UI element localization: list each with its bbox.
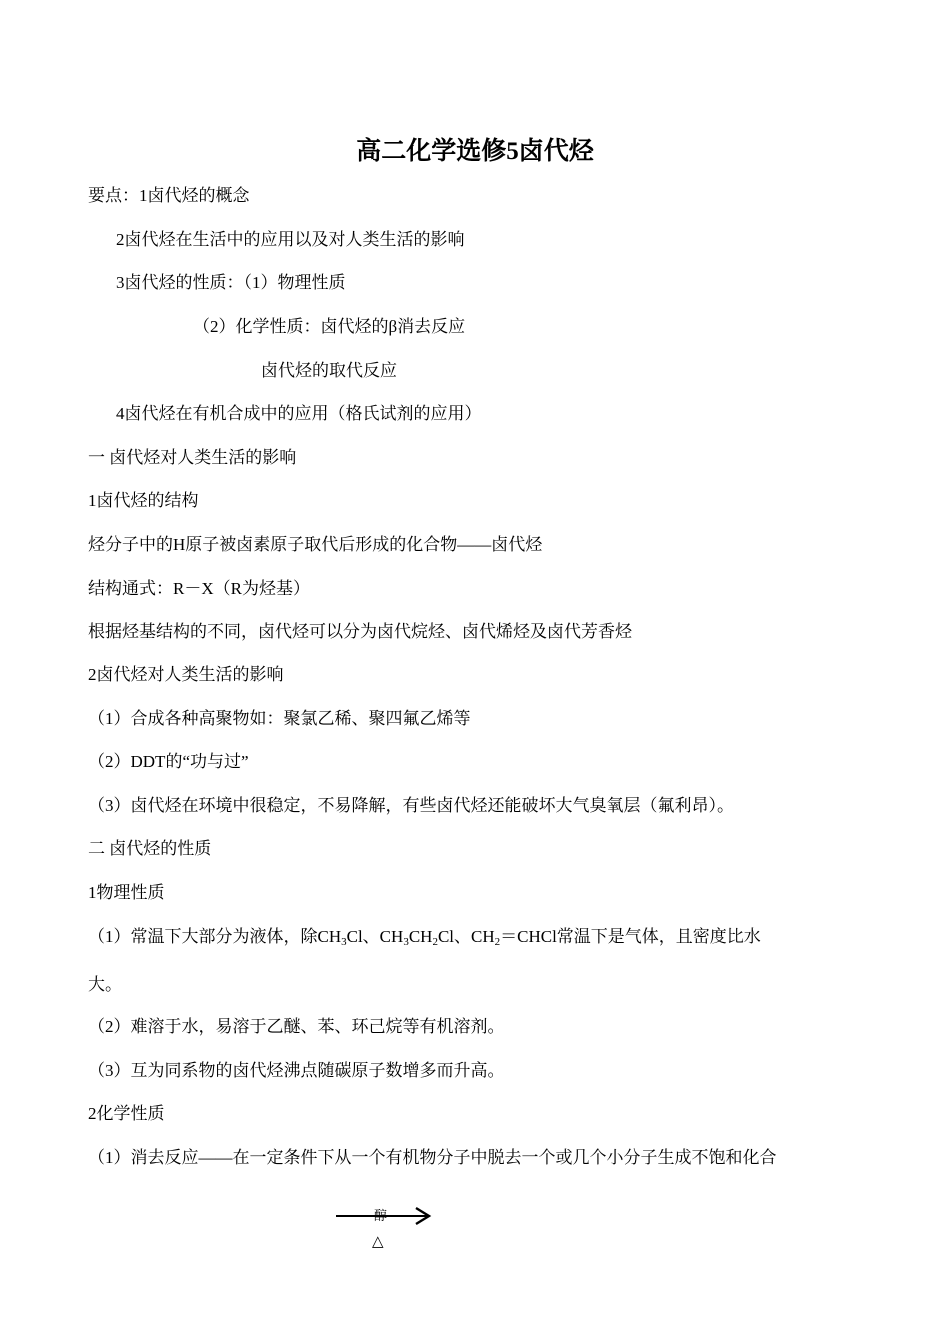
outline-item-6: 4卤代烃在有机合成中的应用（格氏试剂的应用） <box>116 404 482 423</box>
list-item-impact-3: （3）卤代烃在环境中很稳定，不易降解，有些卤代烃还能破坏大气臭氧层（氟利昂）。 <box>88 796 734 815</box>
reaction-arrow <box>336 1204 436 1254</box>
list-item-impact-1: （1）合成各种高聚物如：聚氯乙稀、聚四氟乙烯等 <box>88 709 471 728</box>
outline-item-1: 要点：1卤代烃的概念 <box>88 186 250 205</box>
subheading-impact: 2卤代烃对人类生活的影响 <box>88 665 284 684</box>
outline-item-2: 2卤代烃在生活中的应用以及对人类生活的影响 <box>116 230 465 249</box>
subheading-chemical: 2化学性质 <box>88 1104 165 1123</box>
list-item-physical-3: （3）互为同系物的卤代烃沸点随碳原子数增多而升高。 <box>88 1061 505 1080</box>
paragraph-formula: 结构通式：R－X（R为烃基） <box>88 579 310 598</box>
paragraph-classification: 根据烃基结构的不同，卤代烃可以分为卤代烷烃、卤代烯烃及卤代芳香烃 <box>88 622 632 641</box>
list-item-physical-2: （2）难溶于水，易溶于乙醚、苯、环己烷等有机溶剂。 <box>88 1017 505 1036</box>
list-item-chemical-1: （1）消去反应——在一定条件下从一个有机物分子中脱去一个或几个小分子生成不饱和化合 <box>88 1148 777 1167</box>
subheading-physical: 1物理性质 <box>88 883 165 902</box>
list-item-physical-1-continued: 大。 <box>88 975 122 994</box>
subheading-structure: 1卤代烃的结构 <box>88 491 199 510</box>
list-item-impact-2: （2）DDT的“功与过” <box>88 752 249 771</box>
list-item-physical-1: （1）常温下大部分为液体，除$CH_3Cl$、$CH_3CH_2Cl$、$CH_2=CHCl$常温下是气体，且密度比水 <box>88 927 761 948</box>
outline-item-4: （2）化学性质：卤代烃的β消去反应 <box>193 317 466 336</box>
outline-item-3: 3卤代烃的性质：（1）物理性质 <box>116 273 346 292</box>
section-heading-2: 二 卤代烃的性质 <box>88 839 212 858</box>
section-heading-1: 一 卤代烃对人类生活的影响 <box>88 448 297 467</box>
paragraph-definition: 烃分子中的H原子被卤素原子取代后形成的化合物——卤代烃 <box>88 535 543 554</box>
reaction-condition-heat: △ <box>372 1234 384 1250</box>
reaction-condition-alcohol: 醇 <box>374 1208 388 1223</box>
outline-item-5: 卤代烃的取代反应 <box>261 361 397 380</box>
document-title: 高二化学选修5卤代烃 <box>356 138 594 165</box>
